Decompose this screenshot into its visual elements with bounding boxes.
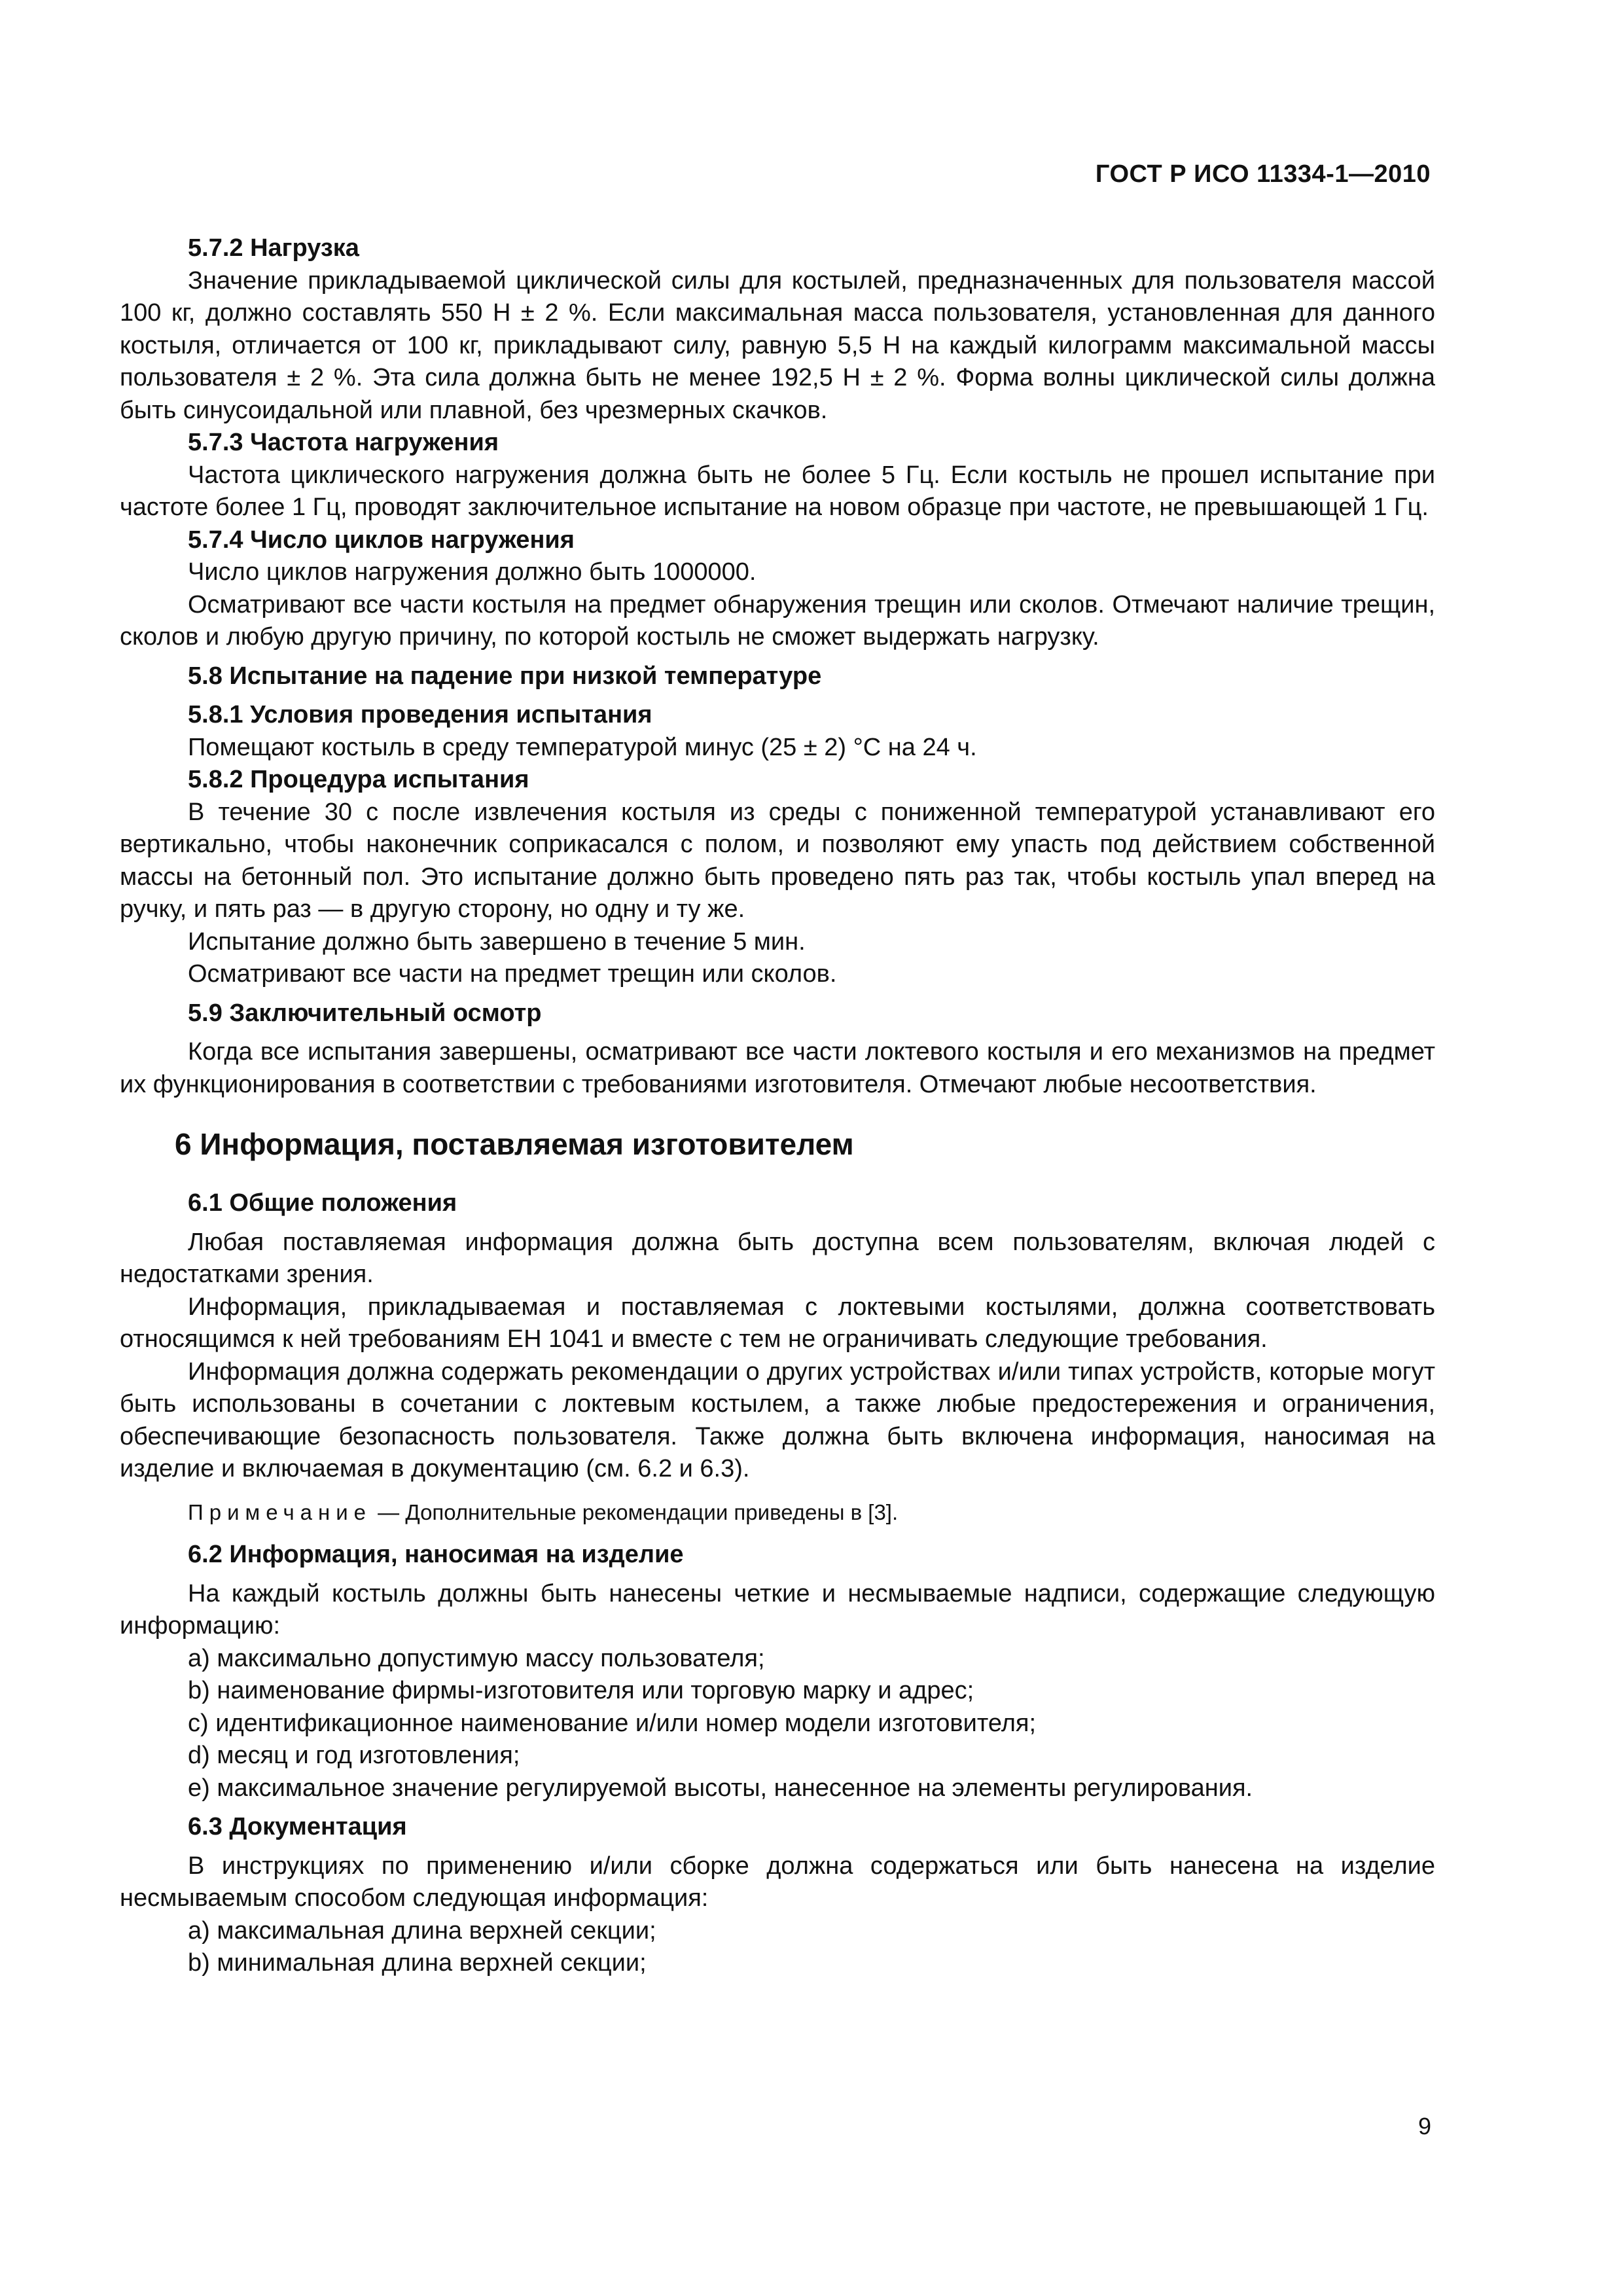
heading-5-8: 5.8 Испытание на падение при низкой температуре — [188, 662, 822, 690]
heading-6-3: 6.3 Документация — [188, 1813, 407, 1840]
page-number: 9 — [1418, 2113, 1431, 2140]
page-content — [120, 232, 1435, 1980]
note-text: — Дополнительные рекомендации приведены в [3]. — [372, 1499, 899, 1524]
list-item: b) минимальная длина верхней секции; — [188, 1949, 647, 1977]
list-item: b) наименование фирмы-изготовителя или торговую марку и адрес; — [188, 1677, 974, 1704]
heading-5-8-2: 5.8.2 Процедура испытания — [188, 766, 529, 793]
heading-5-8-1: 5.8.1 Условия проведения испытания — [188, 701, 652, 728]
paragraph: Информация должна содержать рекомендации о других устройствах и/или типах устройств, которые могут быть использованы в сочетании с локтевым костылем, а также любые предостережения и ограничения, обеспечивающие безопасность пользователя. Также должна быть включена информация, наносимая на изделие и включаемая в документацию (см. 6.2 и 6.3). — [120, 1357, 1435, 1482]
paragraph: Когда все испытания завершены, осматривают все части локтевого костыля и его механизмов на предмет их функционирования в соответствии с требованиями изготовителя. Отмечают любые несоответствия. — [120, 1038, 1435, 1098]
heading-6-1: 6.1 Общие положения — [188, 1189, 457, 1217]
standard-id-header: ГОСТ Р ИСО 11334-1—2010 — [1095, 160, 1431, 188]
paragraph: Помещают костыль в среду температурой минус (25 ± 2) °С на 24 ч. — [188, 733, 977, 761]
heading-6-2: 6.2 Информация, наносимая на изделие — [188, 1541, 684, 1568]
list-item: d) месяц и год изготовления; — [188, 1742, 520, 1769]
section-6-title: 6 Информация, поставляемая изготовителем — [175, 1127, 854, 1161]
list-item: c) идентификационное наименование и/или номер модели изготовителя; — [188, 1709, 1037, 1737]
paragraph: Значение прикладываемой циклической силы для костылей, предназначенных для пользователя массой 100 кг, должно составлять 550 Н ± 2 %. Если максимальная масса пользователя, установленная для данного костыля, отличается от 100 кг, прикладывают силу, равную 5,5 Н на каждый килограмм максимальной массы пользователя ± 2 %. Эта сила должна быть не менее 192,5 Н ± 2 %. Форма волны циклической силы должна быть синусоидальной или плавной, без чрезмерных скачков. — [120, 266, 1435, 424]
paragraph: Любая поставляемая информация должна быть доступна всем пользователям, включая людей с недостатками зрения. — [120, 1228, 1435, 1288]
note-label: Примечание — [188, 1499, 372, 1524]
paragraph: В течение 30 с после извлечения костыля из среды с пониженной температурой устанавливают его вертикально, чтобы наконечник соприкасался с полом, и позволяют ему упасть под действием собственной массы на бетонный пол. Это испытание должно быть проведено пять раз так, чтобы костыль упал вперед на ручку, и пять раз — в другую сторону, но одну и ту же. — [120, 798, 1435, 923]
list-item: a) максимальная длина верхней секции; — [188, 1916, 656, 1945]
heading-5-7-4: 5.7.4 Число циклов нагружения — [188, 526, 575, 554]
list-item: a) максимально допустимую массу пользователя; — [188, 1644, 765, 1672]
heading-5-7-2: 5.7.2 Нагрузка — [188, 234, 359, 262]
paragraph: Информация, прикладываемая и поставляемая с локтевыми костылями, должна соответствовать относящимся к ней требованиям ЕН 1041 и вместе с тем не ограничивать следующие требования. — [120, 1293, 1435, 1353]
paragraph: Число циклов нагружения должно быть 1000000. — [188, 558, 757, 586]
paragraph: Осматривают все части на предмет трещин или сколов. — [188, 960, 837, 988]
heading-5-9: 5.9 Заключительный осмотр — [188, 999, 542, 1027]
heading-5-7-3: 5.7.3 Частота нагружения — [188, 429, 499, 456]
paragraph: Осматривают все части костыля на предмет обнаружения трещин или сколов. Отмечают наличие трещин, сколов и любую другую причину, по которой костыль не сможет выдержать нагрузку. — [120, 590, 1435, 651]
note — [120, 1496, 1435, 1529]
paragraph: Испытание должно быть завершено в течение 5 мин. — [188, 927, 806, 956]
paragraph: На каждый костыль должны быть нанесены четкие и несмываемые надписи, содержащие следующую информацию: — [120, 1579, 1435, 1640]
paragraph: Частота циклического нагружения должна быть не более 5 Гц. Если костыль не прошел испытание при частоте более 1 Гц, проводят заключительное испытание на новом образце при частоте, не превышающей 1 Гц. — [120, 461, 1435, 521]
paragraph: В инструкциях по применению и/или сборке должна содержаться или быть нанесена на изделие несмываемым способом следующая информация: — [120, 1852, 1435, 1912]
list-item: e) максимальное значение регулируемой высоты, нанесенное на элементы регулирования. — [188, 1774, 1253, 1802]
